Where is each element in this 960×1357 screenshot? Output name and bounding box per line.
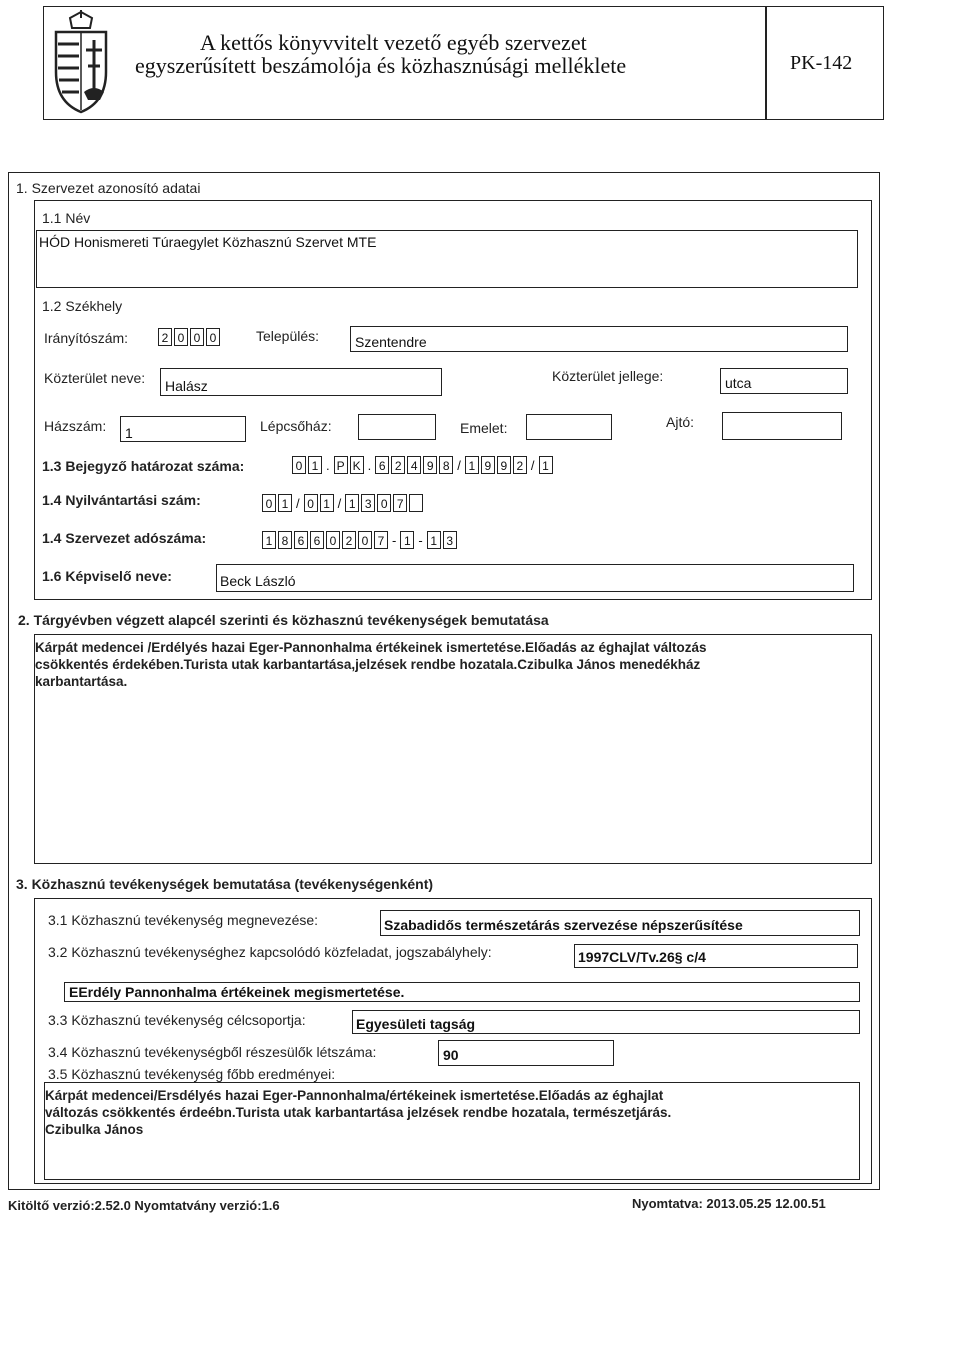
q32-extra-value: EErdély Pannonhalma értékeinek megismertetése. [69,984,405,1000]
decision-separator: / [530,457,535,473]
q35-textarea[interactable] [44,1082,860,1180]
decision-digit: 2 [513,456,527,474]
street-label: Közterület neve: [44,370,146,386]
header-divider [765,6,767,120]
tax-digit: 2 [342,531,356,549]
registry-digit: 7 [393,494,407,512]
section2-line: karbantartása. [35,674,128,689]
seat-label: 1.2 Székhely [42,298,123,314]
decision-digit: 6 [375,456,389,474]
decision-digit: P [334,456,348,474]
registry-digit: 1 [345,494,359,512]
decision-digit: 0 [292,456,306,474]
street-value: Halász [165,378,208,394]
tax-digit: 3 [443,531,457,549]
q35-line: változás csökkentés érdeébn.Turista utak karbantartása jelzések rendbe hozatala, természetjárás. [45,1105,672,1120]
registry-label: 1.4 Nyilvántartási szám: [42,492,201,508]
decision-separator: . [367,457,372,473]
tax-separator: - [418,532,423,548]
stair-label: Lépcsőház: [260,418,332,434]
q33-value: Egyesületi tagság [356,1016,476,1032]
form-title-line1: A kettős könyvvitelt vezető egyéb szervezet [200,30,587,55]
tax-digit: 7 [374,531,388,549]
decision-digit: 9 [481,456,495,474]
registry-field[interactable] [262,494,423,512]
zip-field[interactable] [158,328,220,346]
tax-label: 1.4 Szervezet adószáma: [42,530,207,546]
q32-label: 3.2 Közhasznú tevékenységhez kapcsolódó közfeladat, jogszabályhely: [48,944,492,960]
decision-digit: 9 [497,456,511,474]
registry-digit: 0 [304,494,318,512]
section1-heading: 1. Szervezet azonosító adatai [16,180,201,196]
tax-digit: 1 [427,531,441,549]
registry-digit: 1 [278,494,292,512]
door-label: Ajtó: [666,414,695,430]
decision-digit: 1 [308,456,322,474]
name-field[interactable] [36,230,858,288]
decision-digit: K [350,456,364,474]
q31-field[interactable] [380,910,860,936]
name-value: HÓD Honismereti Túraegylet Közhasznú Szervet MTE [39,234,377,250]
rep-value: Beck László [220,573,296,589]
q32-extra-field[interactable] [64,982,860,1002]
form-title-line2: egyszerűsített beszámolója és közhasznúsági melléklete [135,53,627,78]
tax-digit: 0 [358,531,372,549]
tax-digit: 1 [262,531,276,549]
registry-digit [409,494,423,512]
house-field[interactable] [120,416,246,442]
rep-field[interactable] [216,564,854,592]
decision-separator: . [326,457,330,473]
decision-digit: 8 [439,456,453,474]
q31-label: 3.1 Közhasznú tevékenység megnevezése: [48,912,319,928]
section2-line: csökkentés érdekében.Turista utak karbantartása,jelzések rendbe hozatala.Czibulka János menedékház [35,657,701,672]
city-field[interactable] [350,326,848,352]
decision-digit: 9 [423,456,437,474]
decision-digit: 1 [539,456,553,474]
section3-heading: 3. Közhasznú tevékenységek bemutatása (tevékenységenként) [16,876,434,892]
street-type-label: Közterület jellege: [552,368,664,384]
q35-label: 3.5 Közhasznú tevékenység főbb eredményei: [48,1066,336,1082]
registry-separator: / [296,495,300,511]
registry-digit: 3 [361,494,375,512]
decision-label: 1.3 Bejegyző határozat száma: [42,458,245,474]
floor-label: Emelet: [460,420,508,436]
decision-digit: 2 [391,456,405,474]
city-value: Szentendre [355,334,427,350]
tax-digit: 1 [400,531,414,549]
coat-of-arms-icon [50,10,112,114]
q34-label: 3.4 Közhasznú tevékenységből részesülők létszáma: [48,1044,377,1060]
zip-digit: 2 [158,328,172,346]
q34-value: 90 [443,1047,459,1063]
registry-digit: 1 [320,494,334,512]
zip-digit: 0 [206,328,220,346]
floor-field[interactable] [526,414,612,440]
house-label: Házszám: [44,418,107,434]
city-label: Település: [256,328,320,344]
decision-separator: / [457,457,461,473]
section2-textarea[interactable] [34,634,872,864]
zip-label: Irányítószám: [44,330,129,346]
street-field[interactable] [160,368,442,396]
tax-digit: 6 [310,531,324,549]
decision-field[interactable] [292,456,553,474]
tax-digit: 6 [294,531,308,549]
decision-digit: 4 [407,456,421,474]
registry-digit: 0 [262,494,276,512]
tax-separator: - [392,532,397,548]
form-code: PK-142 [790,52,853,74]
zip-digit: 0 [174,328,188,346]
tax-digit: 8 [278,531,292,549]
q32-value: 1997CLV/Tv.26§ c/4 [578,949,706,965]
q32-field[interactable] [574,944,858,968]
tax-field[interactable] [262,531,457,549]
q31-value: Szabadidős természetárás szervezése népszerűsítése [384,917,743,933]
door-field[interactable] [722,412,842,440]
house-value: 1 [125,425,133,441]
q35-line: Czibulka János [45,1122,144,1137]
footer-print-date: Nyomtatva: 2013.05.25 12.00.51 [632,1196,826,1211]
footer-version: Kitöltő verzió:2.52.0 Nyomtatvány verzió:1.6 [8,1198,280,1213]
tax-digit: 0 [326,531,340,549]
registry-separator: / [337,495,342,511]
section2-line: Kárpát medencei /Erdélyés hazai Eger-Pannonhalma értékeinek ismertetése.Előadás az éghajlat változás [35,640,707,655]
street-type-field[interactable] [720,368,848,394]
q34-field[interactable] [438,1040,614,1066]
street-type-value: utca [725,375,752,391]
q35-line: Kárpát medencei/Ersdélyés hazai Eger-Pannonhalma/értékeinek ismertetése.Előadás az éghajlat [45,1088,664,1103]
rep-label: 1.6 Képviselő neve: [42,568,172,584]
name-label: 1.1 Név [42,210,91,226]
q33-field[interactable] [352,1010,860,1034]
q33-label: 3.3 Közhasznú tevékenység célcsoportja: [48,1012,306,1028]
section2-heading: 2. Tárgyévben végzett alapcél szerinti és közhasznú tevékenységek bemutatása [18,612,549,628]
zip-digit: 0 [190,328,204,346]
stair-field[interactable] [358,414,436,440]
decision-digit: 1 [465,456,479,474]
registry-digit: 0 [377,494,391,512]
